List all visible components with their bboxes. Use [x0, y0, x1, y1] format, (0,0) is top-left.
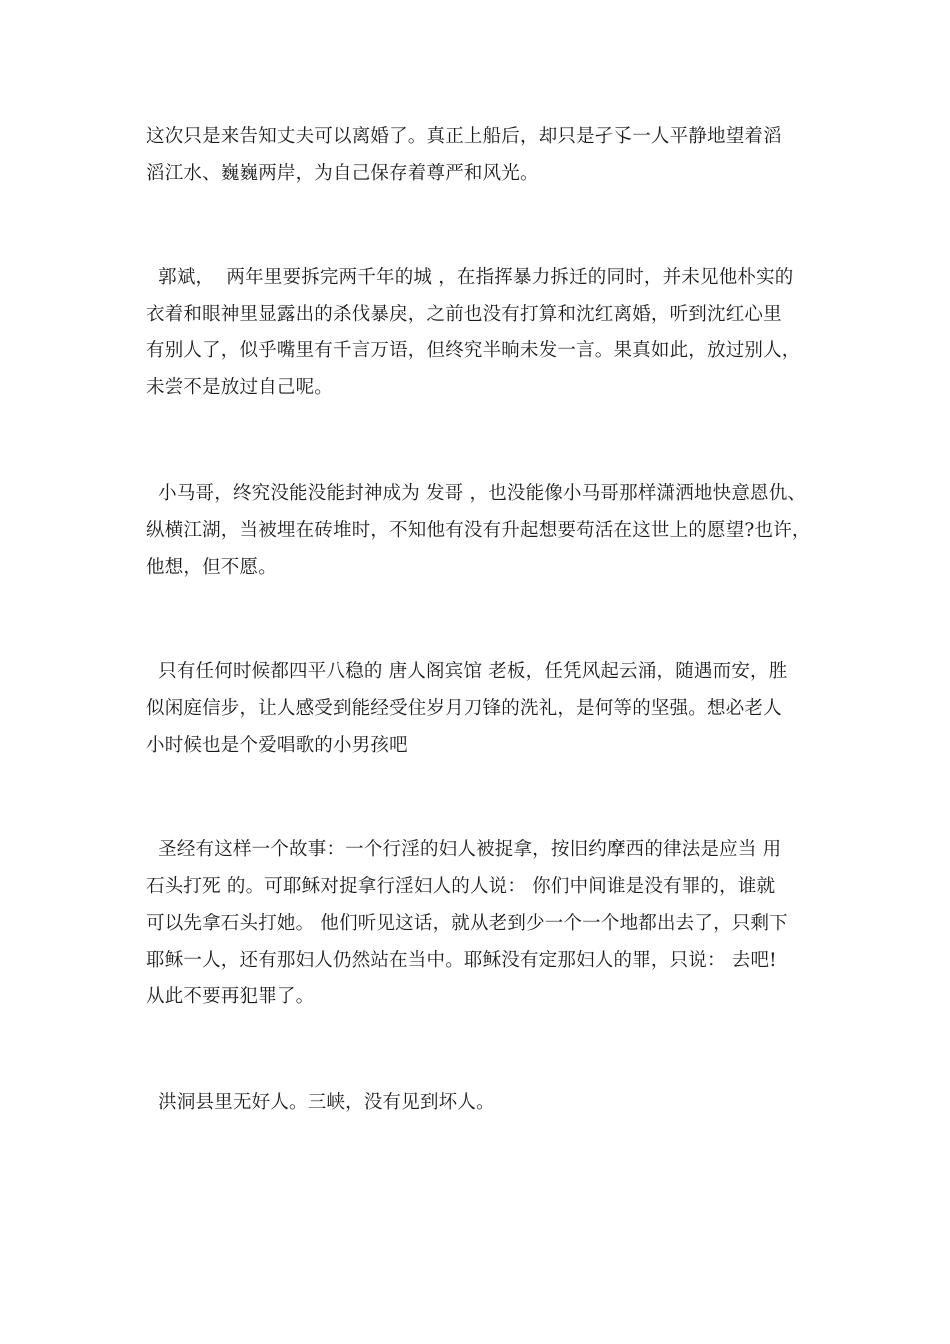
paragraph-3-line-1: 小马哥，终究没能没能封神成为 发哥 ，也没能像小马哥那样潇洒地快意恩仇、	[146, 483, 807, 504]
paragraph-5-line-5: 从此不要再犯罪了。	[146, 986, 315, 1007]
paragraph-6-line-1: 洪洞县里无好人。三峡，没有见到坏人。	[146, 1092, 495, 1113]
paragraph-4-line-3: 小时候也是个爱唱歌的小男孩吧	[146, 735, 408, 756]
paragraph-2-line-2: 衣着和眼神里显露出的杀伐暴戾，之前也没有打算和沈红离婚，听到沈红心里	[146, 304, 782, 325]
paragraph-3-line-3: 他想，但不愿。	[146, 557, 277, 578]
paragraph-1-line-2: 滔江水、巍巍两岸，为自己保存着尊严和风光。	[146, 163, 539, 184]
paragraph-4-line-2: 似闲庭信步，让人感受到能经受住岁月刀锋的洗礼，是何等的坚强。想必老人	[146, 698, 782, 719]
paragraph-2-line-4: 未尝不是放过自己呢。	[146, 377, 334, 398]
paragraph-5-line-4: 耶稣一人，还有那妇人仍然站在当中。耶稣没有定那妇人的罪，只说： 去吧!	[146, 950, 777, 971]
paragraph-5-line-1: 圣经有这样一个故事：一个行淫的妇人被捉拿，按旧约摩西的律法是应当 用	[146, 839, 782, 860]
paragraph-3-line-2: 纵横江湖，当被埋在砖堆时，不知他有没有升起想要苟活在这世上的愿望?也许，	[146, 520, 811, 541]
paragraph-5-line-3: 可以先拿石头打她。 他们听见这话，就从老到少一个一个地都出去了，只剩下	[146, 913, 788, 934]
paragraph-1-line-1: 这次只是来告知丈夫可以离婚了。真正上船后，却只是孑孓一人平静地望着滔	[146, 126, 782, 147]
paragraph-2-line-3: 有别人了，似乎嘴里有千言万语，但终究半晌未发一言。果真如此，放过别人，	[146, 340, 801, 361]
paragraph-5-line-2: 石头打死 的。可耶稣对捉拿行淫妇人的人说： 你们中间谁是没有罪的，谁就	[146, 876, 776, 897]
paragraph-4-line-1: 只有任何时候都四平八稳的 唐人阁宾馆 老板，任凭风起云涌，随遇而安，胜	[146, 661, 788, 682]
paragraph-2-line-1: 郭斌， 两年里要拆完两千年的城 ，在指挥暴力拆迁的同时，并未见他朴实的	[146, 267, 794, 288]
